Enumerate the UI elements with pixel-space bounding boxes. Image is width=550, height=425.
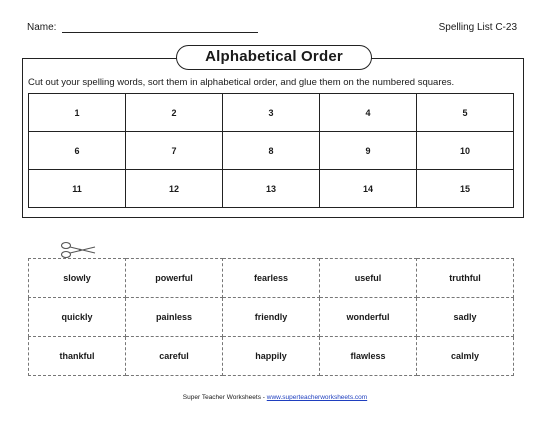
footer-link[interactable]: www.superteacherworksheets.com [266,394,368,401]
name-label: Name: [27,22,57,33]
numbered-row [29,170,514,208]
word-card[interactable]: thankful [29,337,126,376]
numbered-square: 12 [126,170,223,208]
name-line[interactable] [62,32,258,33]
footer [0,394,550,401]
numbered-square: 5 [417,94,514,132]
numbered-square: 6 [29,132,126,170]
scissors-icon [58,240,98,260]
numbered-square: 2 [126,94,223,132]
footer-text: Super Teacher Worksheets - [182,394,267,401]
numbered-square: 9 [320,132,417,170]
numbered-square: 13 [223,170,320,208]
word-card[interactable]: painless [126,298,223,337]
word-card[interactable]: truthful [417,259,514,298]
word-cards-grid [28,258,514,376]
numbered-square: 15 [417,170,514,208]
numbered-square: 11 [29,170,126,208]
numbered-square: 14 [320,170,417,208]
numbered-row [29,132,514,170]
word-card[interactable]: sadly [417,298,514,337]
word-card-row [29,337,514,376]
word-card[interactable]: fearless [223,259,320,298]
word-card[interactable]: slowly [29,259,126,298]
numbered-square: 1 [29,94,126,132]
numbered-squares-grid [28,93,514,208]
word-card[interactable]: calmly [417,337,514,376]
numbered-square: 8 [223,132,320,170]
word-card[interactable]: powerful [126,259,223,298]
numbered-square: 3 [223,94,320,132]
word-card[interactable]: quickly [29,298,126,337]
spelling-list-label: Spelling List C-23 [438,22,517,33]
word-card[interactable]: careful [126,337,223,376]
numbered-square: 4 [320,94,417,132]
word-card-row [29,298,514,337]
word-card[interactable]: wonderful [320,298,417,337]
numbered-square: 7 [126,132,223,170]
instructions: Cut out your spelling words, sort them in alphabetical order, and glue them on the numbered squares. [28,77,455,88]
numbered-row [29,94,514,132]
word-card[interactable]: friendly [223,298,320,337]
word-card[interactable]: happily [223,337,320,376]
page-title: Alphabetical Order [176,45,372,70]
numbered-square: 10 [417,132,514,170]
word-card-row [29,259,514,298]
word-card[interactable]: useful [320,259,417,298]
word-card[interactable]: flawless [320,337,417,376]
